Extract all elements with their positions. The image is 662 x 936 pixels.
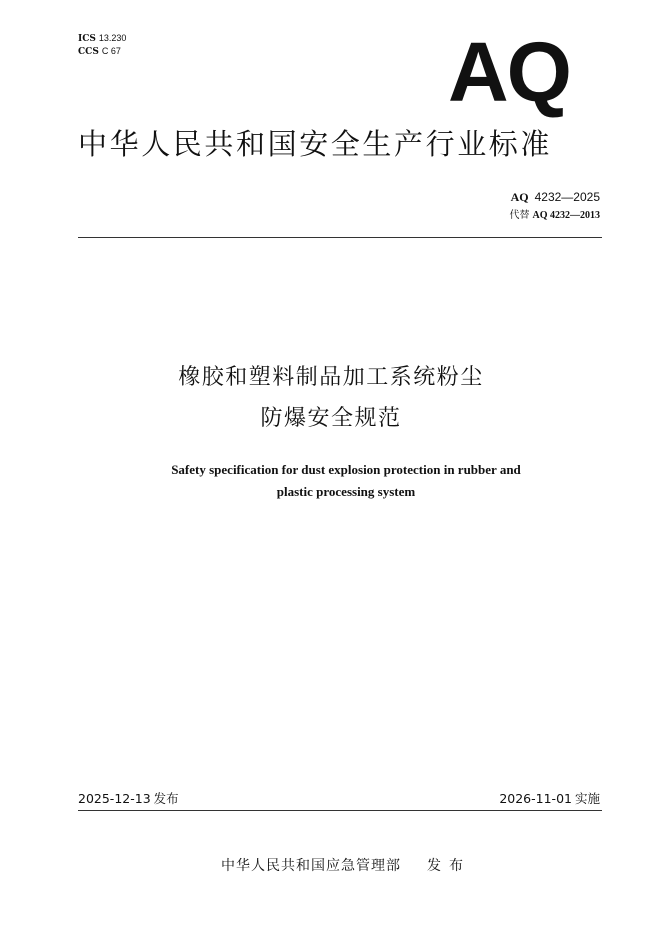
ics-value: 13.230	[98, 33, 127, 43]
implementation-date	[499, 790, 600, 808]
english-title-line-1: Safety specification for dust explosion protection in rubber and	[171, 462, 521, 477]
ccs-value: C 67	[101, 46, 121, 56]
replaces-value: AQ 4232—2013	[532, 210, 600, 221]
english-title-line-2: plastic processing system	[276, 484, 416, 499]
chinese-title-line-2: 防爆安全规范	[260, 406, 402, 431]
publisher-name: 中华人民共和国应急管理部	[221, 858, 401, 874]
issue-date-value: 2025-12-13	[78, 791, 151, 806]
standard-number-value: 4232—2025	[534, 190, 600, 204]
implementation-label: 实施	[574, 791, 600, 806]
publisher	[0, 855, 662, 877]
ccs-code	[78, 45, 126, 58]
footer-divider	[78, 810, 602, 811]
implementation-date-value: 2026-11-01	[499, 791, 572, 806]
ccs-label: CCS	[78, 47, 99, 57]
issue-label: 发布	[153, 791, 179, 806]
standard-prefix: AQ	[510, 190, 529, 204]
issue-date	[78, 790, 179, 808]
standard-number	[511, 188, 600, 206]
replaces-label: 代替	[509, 210, 530, 221]
chinese-title-line-1: 橡胶和塑料制品加工系统粉尘	[178, 365, 484, 390]
aq-logo: AQ	[448, 25, 570, 119]
header-divider	[78, 237, 602, 238]
industry-standard-heading: 中华人民共和国安全生产行业标准	[78, 127, 553, 161]
replaces-standard	[510, 209, 601, 223]
ics-code	[78, 32, 126, 45]
classification-codes	[78, 32, 126, 58]
ics-label: ICS	[78, 34, 96, 44]
publisher-action: 发布	[427, 858, 471, 874]
